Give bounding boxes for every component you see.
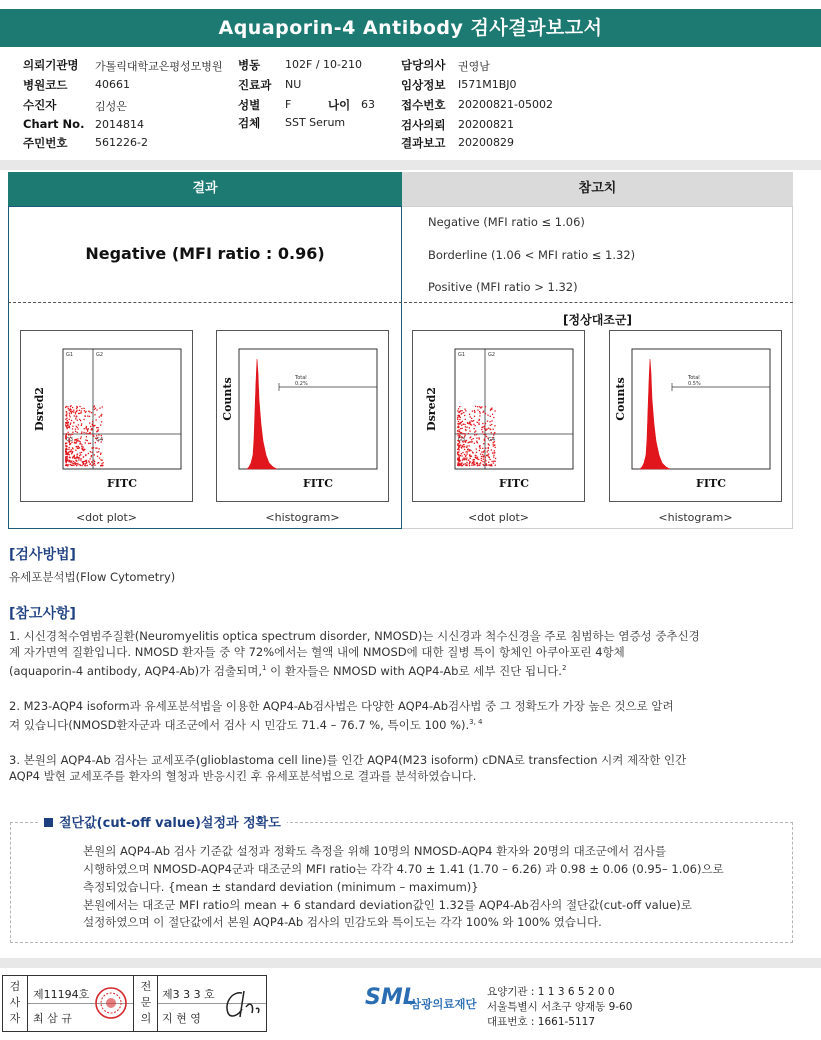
x-axis-label: FITC [107,477,137,490]
patient-dot-caption: <dot plot> [75,511,138,524]
quadrant-g3: G3 [66,437,74,443]
note-1-line-2: 계 자가면역 질환입니다. NMOSD 환자들 중 약 72%에서는 혈액 내에 NMOSD에 대한 질병 특이 항체인 아쿠아포린 4항체 [9,645,625,659]
method-title: [검사방법] [9,547,76,563]
sml-logo: SML [365,985,417,1010]
report-date-value: 20200829 [458,136,514,149]
phone-number: 대표번호 : 1661-5117 [487,1016,596,1028]
examiner-seal [94,986,128,1020]
quadrant-g4: G4 [488,437,496,443]
cutoff-line-3: 측정되었습니다. {mean ± standard deviation (minimum – maximum)} [83,880,479,894]
specialist-name: 지 현 영 [162,1012,201,1025]
sex-value: F [285,98,292,111]
specialist-label: 전문의 [140,980,152,1025]
reference-borderline: Borderline (1.06 < MFI ratio ≤ 1.32) [428,248,636,262]
result-text: Negative (MFI ratio : 0.96) [85,244,325,263]
gate-label: Total [295,375,307,381]
y-axis-label: Dsred2 [425,387,438,431]
age-value: 63 [361,98,375,111]
note-2 [9,698,805,733]
header-separator [0,160,821,170]
normal-control-label: [정상대조군] [563,313,632,327]
note-2-line-1: 2. M23-AQP4 isoform과 유세포분석법을 이용한 AQP4-Ab검사법은 다양한 AQP4-Ab검사법 중 그 정확도가 가장 높은 것으로 알려 [9,699,674,713]
method-text: 유세포분석법(Flow Cytometry) [9,570,176,584]
examinee-label: 수진자 [23,98,57,112]
note-3-line-1: 3. 본원의 AQP4-Ab 검사는 교세포주(glioblastoma cell line)를 인간 AQP4(M23 isoform) cDNA로 transfection 시켜 제작한 인간 [9,753,687,767]
x-axis-label: FITC [696,477,726,490]
report-title: Aquaporin-4 Antibody 검사결과보고서 [0,9,821,47]
histogram-peak [640,359,670,469]
patient-histogram [216,330,389,502]
foundation-name: 삼광의료재단 [410,997,477,1011]
square-bullet-icon [44,818,53,827]
department-label: 진료과 [238,78,272,92]
dot-cloud [457,406,496,467]
quadrant-g3: G3 [458,437,466,443]
patient-dot-plot [20,330,193,502]
report-date-label: 결과보고 [401,136,446,150]
clinical-info-label: 임상정보 [401,78,446,92]
specimen-label: 검체 [238,116,261,130]
note-1-line-1: 1. 시신경척수염범주질환(Neuromyelitis optica spectrum disorder, NMOSD)는 시신경과 척수신경을 주로 침범하는 염증성 중추신경 [9,629,700,643]
doctor-label: 담당의사 [401,58,446,72]
request-date-value: 20200821 [458,118,514,131]
footer-separator [0,958,821,968]
examiner-no: 제11194호 [33,988,90,1001]
dashed-divider [8,302,793,303]
control-histogram [609,330,782,502]
ward-label: 병동 [238,58,261,72]
reference-negative: Negative (MFI ratio ≤ 1.06) [428,215,585,229]
institution-label: 의뢰기관명 [23,58,79,72]
dot-cloud [65,405,104,466]
sex-label: 성별 [238,98,261,112]
gate-label: Total [688,375,700,381]
quadrant-g4: G4 [96,437,104,443]
cutoff-line-1: 본원의 AQP4-Ab 검사 기준값 설정과 정확도 측정을 위해 10명의 NMOSD-AQP4 환자와 20명의 대조군에서 검사를 [83,844,667,858]
receipt-no-value: 20200821-05002 [458,98,553,111]
reference-positive: Positive (MFI ratio > 1.32) [428,280,578,294]
control-dot-plot [412,330,585,502]
chart-no-value: 2014814 [95,118,144,131]
hospital-code-value: 40661 [95,78,130,91]
specialist-no: 제3 3 3 호 [162,988,215,1001]
note-3 [9,752,805,784]
examiner-label: 검사자 [9,980,21,1025]
x-axis-label: FITC [499,477,529,490]
note-2-line-2: 져 있습니다(NMOSD환자군과 대조군에서 검사 시 민감도 71.4 – 76.7 %, 특이도 100 %).$^{3, 4}$ [9,717,483,732]
note-1 [9,628,805,679]
cutoff-line-4: 본원에서는 대조군 MFI ratio의 mean + 6 standard deviation값인 1.32를 AQP4-Ab검사의 절단값(cut-off value)로 [83,898,692,912]
department-value: NU [285,78,302,91]
resident-no-value: 561226-2 [95,136,148,149]
control-dot-caption: <dot plot> [467,511,530,524]
institution-value: 가톨릭대학교은평성모병원 [95,60,223,73]
institution-code: 요양기관 : 1 1 3 6 5 2 0 0 [487,986,615,998]
specimen-value: SST Serum [285,116,346,129]
quadrant-g2: G2 [488,352,496,358]
examiner-name: 최 삼 규 [33,1012,72,1025]
quadrant-g1: G1 [458,352,466,358]
quadrant-g2: G2 [96,352,104,358]
cutoff-line-2: 시행하였으며 NMOSD-AQP4군과 대조군의 MFI ratio는 각각 4.70 ± 1.41 (1.70 – 6.26) 과 0.98 ± 0.06 (0.95– 1.06)으로 [83,862,724,876]
gate-value: 0.2% [295,381,308,387]
specialist-signature [220,985,264,1025]
y-axis-label: Counts [614,377,627,421]
clinical-info-value: I571M1BJ0 [458,78,517,91]
chart-no-label: Chart No. [23,117,85,131]
cutoff-title: 절단값(cut-off value)설정과 정확도 [38,812,287,831]
notes-title: [참고사항] [9,606,76,622]
receipt-no-label: 접수번호 [401,98,446,112]
patient-hist-caption: <histogram> [265,511,340,524]
ward-value: 102F / 10-210 [285,58,362,71]
note-3-line-2: AQP4 발현 교세포주를 환자의 혈청과 반응시킨 후 유세포분석법으로 결과를 분석하였습니다. [9,769,477,783]
age-label: 나이 [328,98,351,112]
y-axis-label: Dsred2 [33,387,46,431]
y-axis-label: Counts [221,377,234,421]
result-header: 결과 [8,172,402,206]
gate-value: 0.5% [688,381,701,387]
hospital-code-label: 병원코드 [23,78,68,92]
control-hist-caption: <histogram> [658,511,733,524]
request-date-label: 검사의뢰 [401,118,446,132]
examinee-value: 김성은 [95,100,127,113]
quadrant-g1: G1 [66,352,74,358]
doctor-value: 권영남 [458,60,490,73]
cutoff-line-5: 설정하였으며 이 절단값에서 본원 AQP4-Ab 검사의 민감도와 특이도는 각각 100% 와 100% 였습니다. [83,915,602,929]
note-1-line-3: (aquaporin-4 antibody, AQP4-Ab)가 검출되며,$^1$ 이 환자들은 NMOSD with AQP4-Ab로 세부 진단 됩니다.$^2$ [9,663,567,678]
resident-no-label: 주민번호 [23,136,68,150]
x-axis-label: FITC [303,477,333,490]
histogram-peak [247,359,277,469]
reference-header: 참고치 [402,172,793,206]
address: 서울특별시 서초구 양재동 9-60 [487,1001,633,1013]
